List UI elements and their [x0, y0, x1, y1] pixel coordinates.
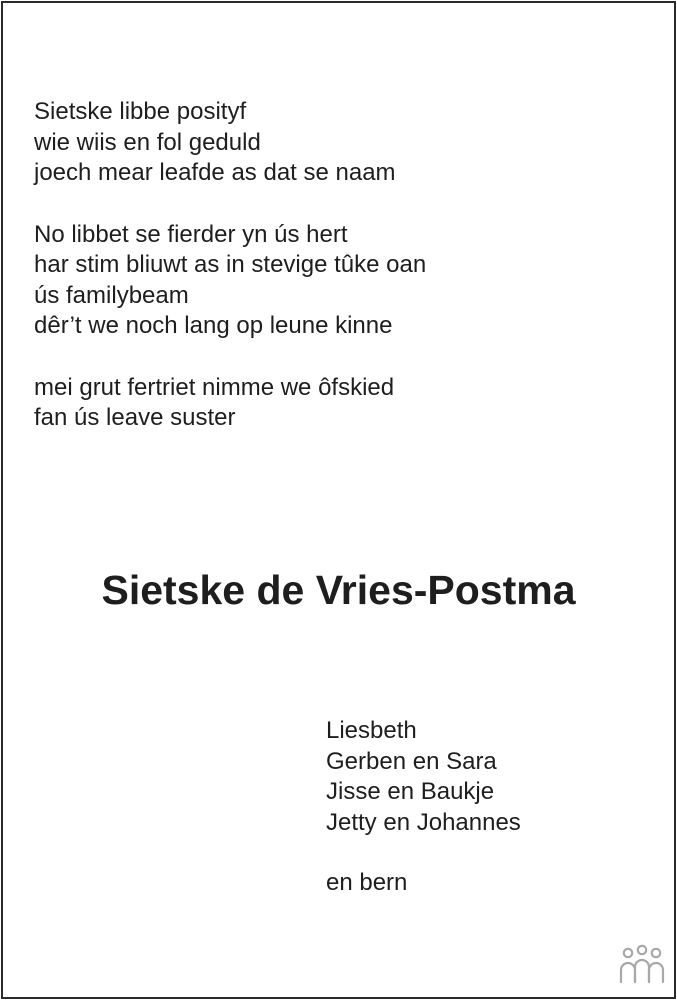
- poem-stanza: [34, 373, 634, 434]
- poem-line: No libbet se fierder yn ús hert: [34, 220, 348, 248]
- poem-line: wie wiis en fol geduld: [34, 128, 261, 156]
- family-member: Gerben en Sara: [326, 747, 497, 775]
- poem-line: har stim bliuwt as in stevige tûke oan: [34, 251, 427, 278]
- family-children: en bern: [326, 869, 408, 896]
- poem-stanza: [34, 220, 634, 342]
- family-list: [326, 716, 646, 899]
- poem-line: Sietske libbe posityf: [34, 98, 247, 125]
- poem-line: ús familybeam: [34, 281, 189, 309]
- family-people-icon: [619, 944, 665, 984]
- poem-line: mei grut fertriet nimme we ôfskied: [34, 373, 395, 401]
- family-members: [326, 716, 646, 838]
- poem-stanza: [34, 97, 634, 189]
- poem-line: dêr’t we noch lang op leune kinne: [34, 312, 393, 339]
- poem-line: fan ús leave suster: [34, 404, 236, 431]
- deceased-name: Sietske de Vries-Postma: [101, 567, 576, 613]
- family-member: Liesbeth: [326, 717, 417, 744]
- family-member: Jisse en Baukje: [326, 778, 495, 805]
- poem-line: joech mear leafde as dat se naam: [34, 159, 396, 186]
- family-member: Jetty en Johannes: [326, 808, 521, 836]
- poem: [34, 97, 634, 465]
